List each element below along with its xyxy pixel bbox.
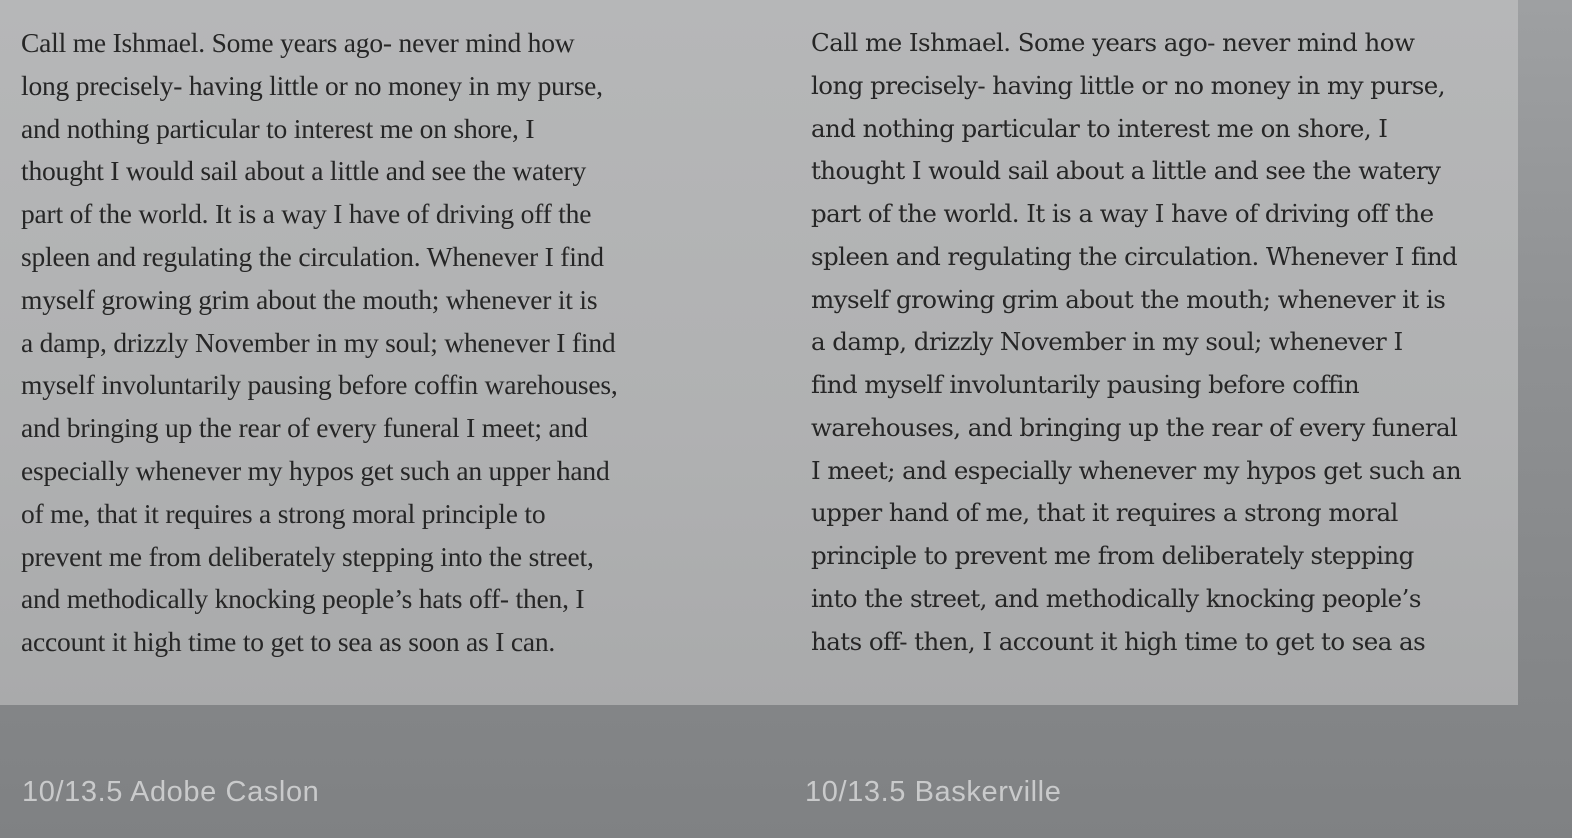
baskerville-caption: 10/13.5 Baskerville (805, 776, 1062, 808)
text-line: long precisely- having little or no money in my purse, (811, 70, 1445, 100)
text-line: spleen and regulating the circulation. Whenever I find (21, 240, 604, 272)
text-line: Call me Ishmael. Some years ago- never mind how (21, 27, 575, 58)
text-line: part of the world. It is a way I have of driving off the (811, 199, 1434, 228)
text-line: and methodically knocking people’s hats off- then, I (21, 583, 585, 615)
caslon-caption: 10/13.5 Adobe Caslon (22, 776, 320, 808)
text-line: account it high time to get to sea as soon as I can. (21, 626, 556, 658)
text-line: principle to prevent me from deliberately stepping (811, 541, 1414, 570)
text-line: find myself involuntarily pausing before coffin (811, 370, 1360, 399)
text-line: especially whenever my hypos get such an upper hand (21, 454, 610, 486)
text-line: thought I would sail about a little and see the watery (21, 155, 587, 187)
text-line: I meet; and especially whenever my hypos get such an (811, 455, 1462, 485)
text-line: long precisely- having little or no money in my purse, (21, 69, 603, 101)
text-line: warehouses, and bringing up the rear of every funeral (811, 412, 1458, 442)
text-line: myself growing grim about the mouth; whenever it is (21, 283, 598, 315)
baskerville-text-sample (811, 22, 1461, 663)
text-line: prevent me from deliberately stepping into the street, (21, 540, 594, 572)
text-line: myself involuntarily pausing before coffin warehouses, (21, 369, 618, 401)
text-line: and bringing up the rear of every funeral I meet; and (21, 412, 588, 444)
text-line: and nothing particular to interest me on shore, I (21, 112, 535, 144)
text-line: upper hand of me, that it requires a strong moral (811, 498, 1398, 528)
text-line: spleen and regulating the circulation. Whenever I find (811, 241, 1458, 271)
text-line: Call me Ishmael. Some years ago- never mind how (811, 28, 1415, 57)
text-line: into the street, and methodically knocking people’s (811, 583, 1421, 613)
text-line: hats off- then, I account it high time to get to sea as (811, 626, 1426, 656)
text-line: of me, that it requires a strong moral principle to (21, 497, 546, 529)
text-line: a damp, drizzly November in my soul; whenever I find (21, 326, 616, 358)
text-line: thought I would sail about a little and see the watery (811, 156, 1441, 186)
text-line: a damp, drizzly November in my soul; whenever I (811, 327, 1403, 357)
text-line: part of the world. It is a way I have of driving off the (21, 198, 592, 230)
caslon-text-sample (21, 22, 618, 664)
text-line: myself growing grim about the mouth; whenever it is (811, 284, 1446, 314)
text-line: and nothing particular to interest me on shore, I (811, 113, 1388, 143)
